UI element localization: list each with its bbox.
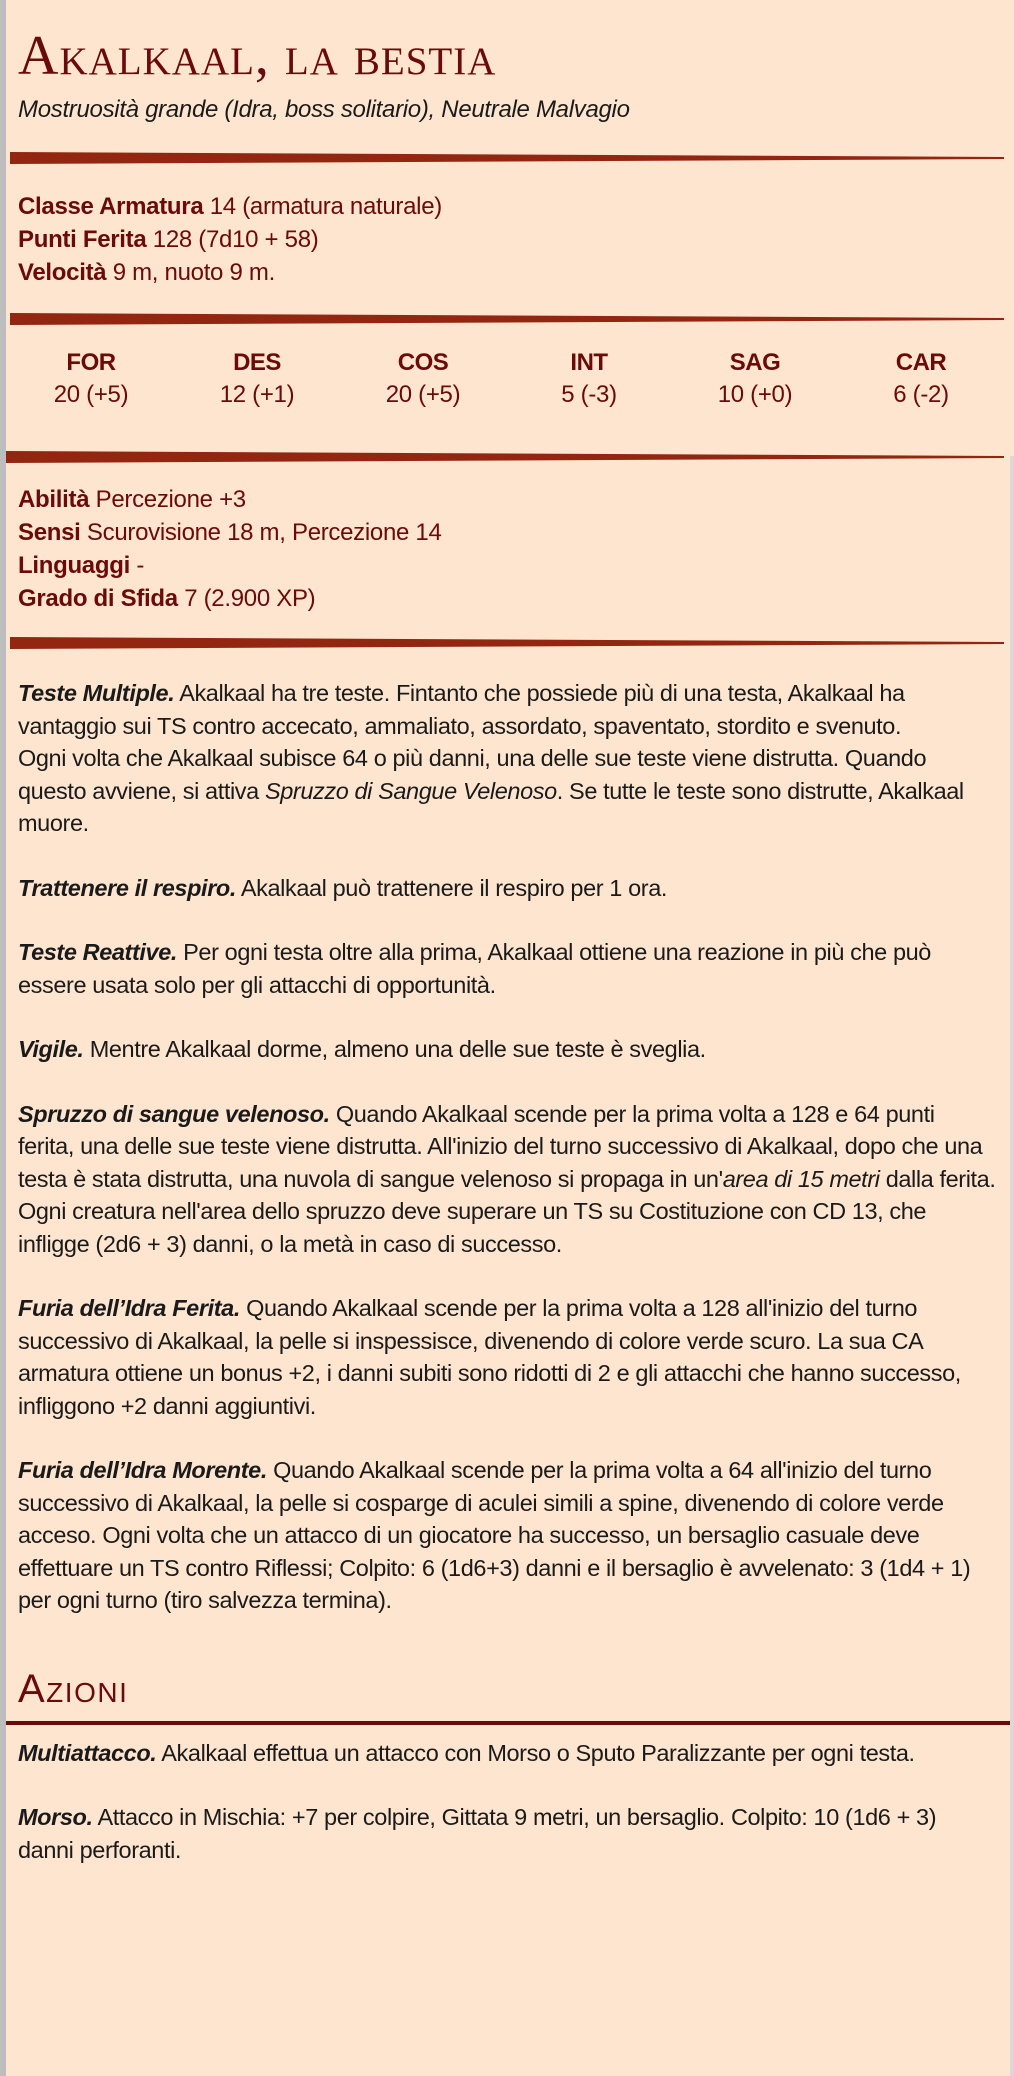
tapered-rule-divider [10, 637, 1004, 649]
property-value: 14 (armatura naturale) [209, 193, 442, 220]
trait-reference: Spruzzo di Sangue Velenoso [264, 777, 557, 804]
ability-for [26, 347, 156, 411]
ability-scores [6, 347, 1010, 411]
ability-abbr: COS [397, 349, 449, 376]
property-speed [18, 256, 998, 289]
monster-type: Mostruosità grande (Idra, boss solitario), Neutrale Malvagio [18, 96, 630, 123]
action-multiattack [18, 1737, 996, 1770]
ability-score: 12 (+1) [219, 381, 295, 408]
tapered-rule-divider [10, 313, 1004, 325]
trait-hold-breath [18, 872, 996, 905]
actions-heading: Azioni [18, 1666, 129, 1711]
trait-poison-blood-spray [18, 1098, 996, 1261]
property-challenge [18, 582, 998, 615]
action-name: Multiattacco. [18, 1739, 157, 1766]
stat-block-header [6, 0, 1010, 124]
property-label: Grado di Sfida [18, 585, 178, 612]
property-senses [18, 516, 998, 549]
ability-score: 20 (+5) [385, 381, 461, 408]
ability-score: 10 (+0) [717, 381, 793, 408]
tapered-rule-divider [6, 451, 1004, 463]
property-label: Abilità [18, 486, 90, 513]
page-right-edge [1010, 456, 1014, 2076]
ability-abbr: SAG [729, 349, 781, 376]
property-hit-points [18, 223, 998, 256]
trait-dying-hydra-fury [18, 1454, 996, 1617]
ability-cos [358, 347, 488, 411]
ability-abbr: CAR [895, 349, 947, 376]
ability-int [524, 347, 654, 411]
actions-list [6, 1737, 1010, 1867]
action-text: Attacco in Mischia: +7 per colpire, Gittata 9 metri, un bersaglio. Colpito: 10 (1d6 + 3) danni perforanti. [18, 1804, 937, 1863]
trait-name: Trattenere il respiro. [18, 874, 237, 901]
property-value: 7 (2.900 XP) [184, 585, 316, 612]
trait-text: Akalkaal può trattenere il respiro per 1 ora. [240, 874, 668, 901]
property-languages [18, 549, 998, 582]
ability-des [192, 347, 322, 411]
trait-text: Quando Akalkaal scende per la prima volta a 128 e 64 punti ferita, una delle sue teste viene distrutta. All'inizio del turno successivo di Akalkaal, dopo che una testa è stata distrutta, una nuvola di sangue velenoso si propaga in un' [18, 1100, 983, 1192]
actions-heading-rule [6, 1721, 1010, 1725]
trait-name: Furia dell’Idra Ferita. [18, 1295, 240, 1321]
property-label: Linguaggi [18, 552, 130, 579]
trait-text: Per ogni testa oltre alla prima, Akalkaal ottiene una reazione in più che può essere usata solo per gli attacchi di opportunità. [18, 939, 931, 998]
secondary-properties [6, 483, 1010, 615]
property-label: Sensi [18, 519, 81, 546]
trait-name: Furia dell’Idra Morente. [18, 1457, 267, 1483]
ability-abbr: FOR [66, 349, 116, 376]
trait-name: Vigile. [18, 1036, 84, 1062]
stat-block [6, 0, 1010, 2076]
property-label: Velocità [18, 259, 107, 286]
trait-text: Quando Akalkaal scende per la prima volta a 64 all'inizio del turno successivo di Akalkaal, la pelle si cosparge di aculei simili a spine, divenendo di colore verde acceso. Ogni volta che un attacco di un giocatore ha successo, un bersaglio casuale deve effettuare un TS contro Riflessi; Colpito: 6 (1d6+3) danni e il bersaglio è avvelenato: 3 (1d4 + 1) per ogni turno (tiro salvezza termina). [18, 1457, 971, 1613]
monster-name: Akalkaal, la bestia [18, 25, 497, 87]
ability-score: 6 (-2) [893, 381, 949, 408]
ability-car [856, 347, 986, 411]
trait-text: Quando Akalkaal scende per la prima volta a 128 all'inizio del turno successivo di Akalkaal, la pelle si inspessisce, divenendo di colore verde scuro. La sua CA armatura ottiene un bonus +2, i danni subiti sono ridotti di 2 e gli attacchi che hanno successo, infliggono +2 danni aggiuntivi. [18, 1295, 961, 1419]
trait-text: dalla ferita. Ogni creatura nell'area dello spruzzo deve superare un TS su Costituzione con CD 13, che infligge (2d6 + 3) danni, o la metà in caso di successo. [18, 1165, 996, 1257]
trait-reactive-heads [18, 936, 996, 1001]
ability-score: 20 (+5) [53, 381, 129, 408]
trait-name: Spruzzo di sangue velenoso. [18, 1100, 330, 1127]
trait-multiple-heads [18, 677, 996, 840]
ability-abbr: DES [233, 349, 281, 376]
ability-abbr: INT [570, 349, 608, 376]
traits-list [6, 677, 1010, 1617]
property-label: Classe Armatura [18, 193, 204, 220]
property-value: 9 m, nuoto 9 m. [112, 259, 275, 286]
property-value: Scurovisione 18 m, Percezione 14 [86, 519, 442, 546]
property-armor-class [18, 190, 998, 223]
trait-reference: area di 15 metri [722, 1165, 880, 1192]
property-label: Punti Ferita [18, 226, 147, 253]
trait-text: . Se tutte le teste sono distrutte, Akalkaal muore. [18, 777, 964, 836]
trait-text: Mentre Akalkaal dorme, almeno una delle sue teste è sveglia. [89, 1036, 706, 1062]
action-name: Morso. [18, 1804, 93, 1830]
trait-text: Akalkaal ha tre teste. Fintanto che possiede più di una testa, Akalkaal ha vantaggio sui TS contro accecato, ammaliato, assordato, spaventato, stordito e svenuto. [18, 680, 905, 739]
property-skills [18, 483, 998, 516]
property-value: Percezione +3 [95, 486, 246, 513]
trait-name: Teste Multiple. [18, 680, 175, 706]
action-bite [18, 1801, 996, 1866]
trait-name: Teste Reattive. [18, 939, 178, 965]
core-properties [6, 190, 1010, 289]
trait-wakeful [18, 1033, 996, 1066]
property-value: - [136, 552, 145, 579]
action-text: Akalkaal effettua un attacco con Morso o Sputo Paralizzante per ogni testa. [161, 1739, 915, 1766]
trait-wounded-hydra-fury [18, 1292, 996, 1422]
tapered-rule-divider [10, 152, 1004, 164]
ability-sag [690, 347, 820, 411]
trait-text: Ogni volta che Akalkaal subisce 64 o più danni, una delle sue teste viene distrutta. Quando questo avviene, si attiva [18, 745, 927, 804]
property-value: 128 (7d10 + 58) [152, 226, 319, 253]
ability-score: 5 (-3) [561, 381, 617, 408]
